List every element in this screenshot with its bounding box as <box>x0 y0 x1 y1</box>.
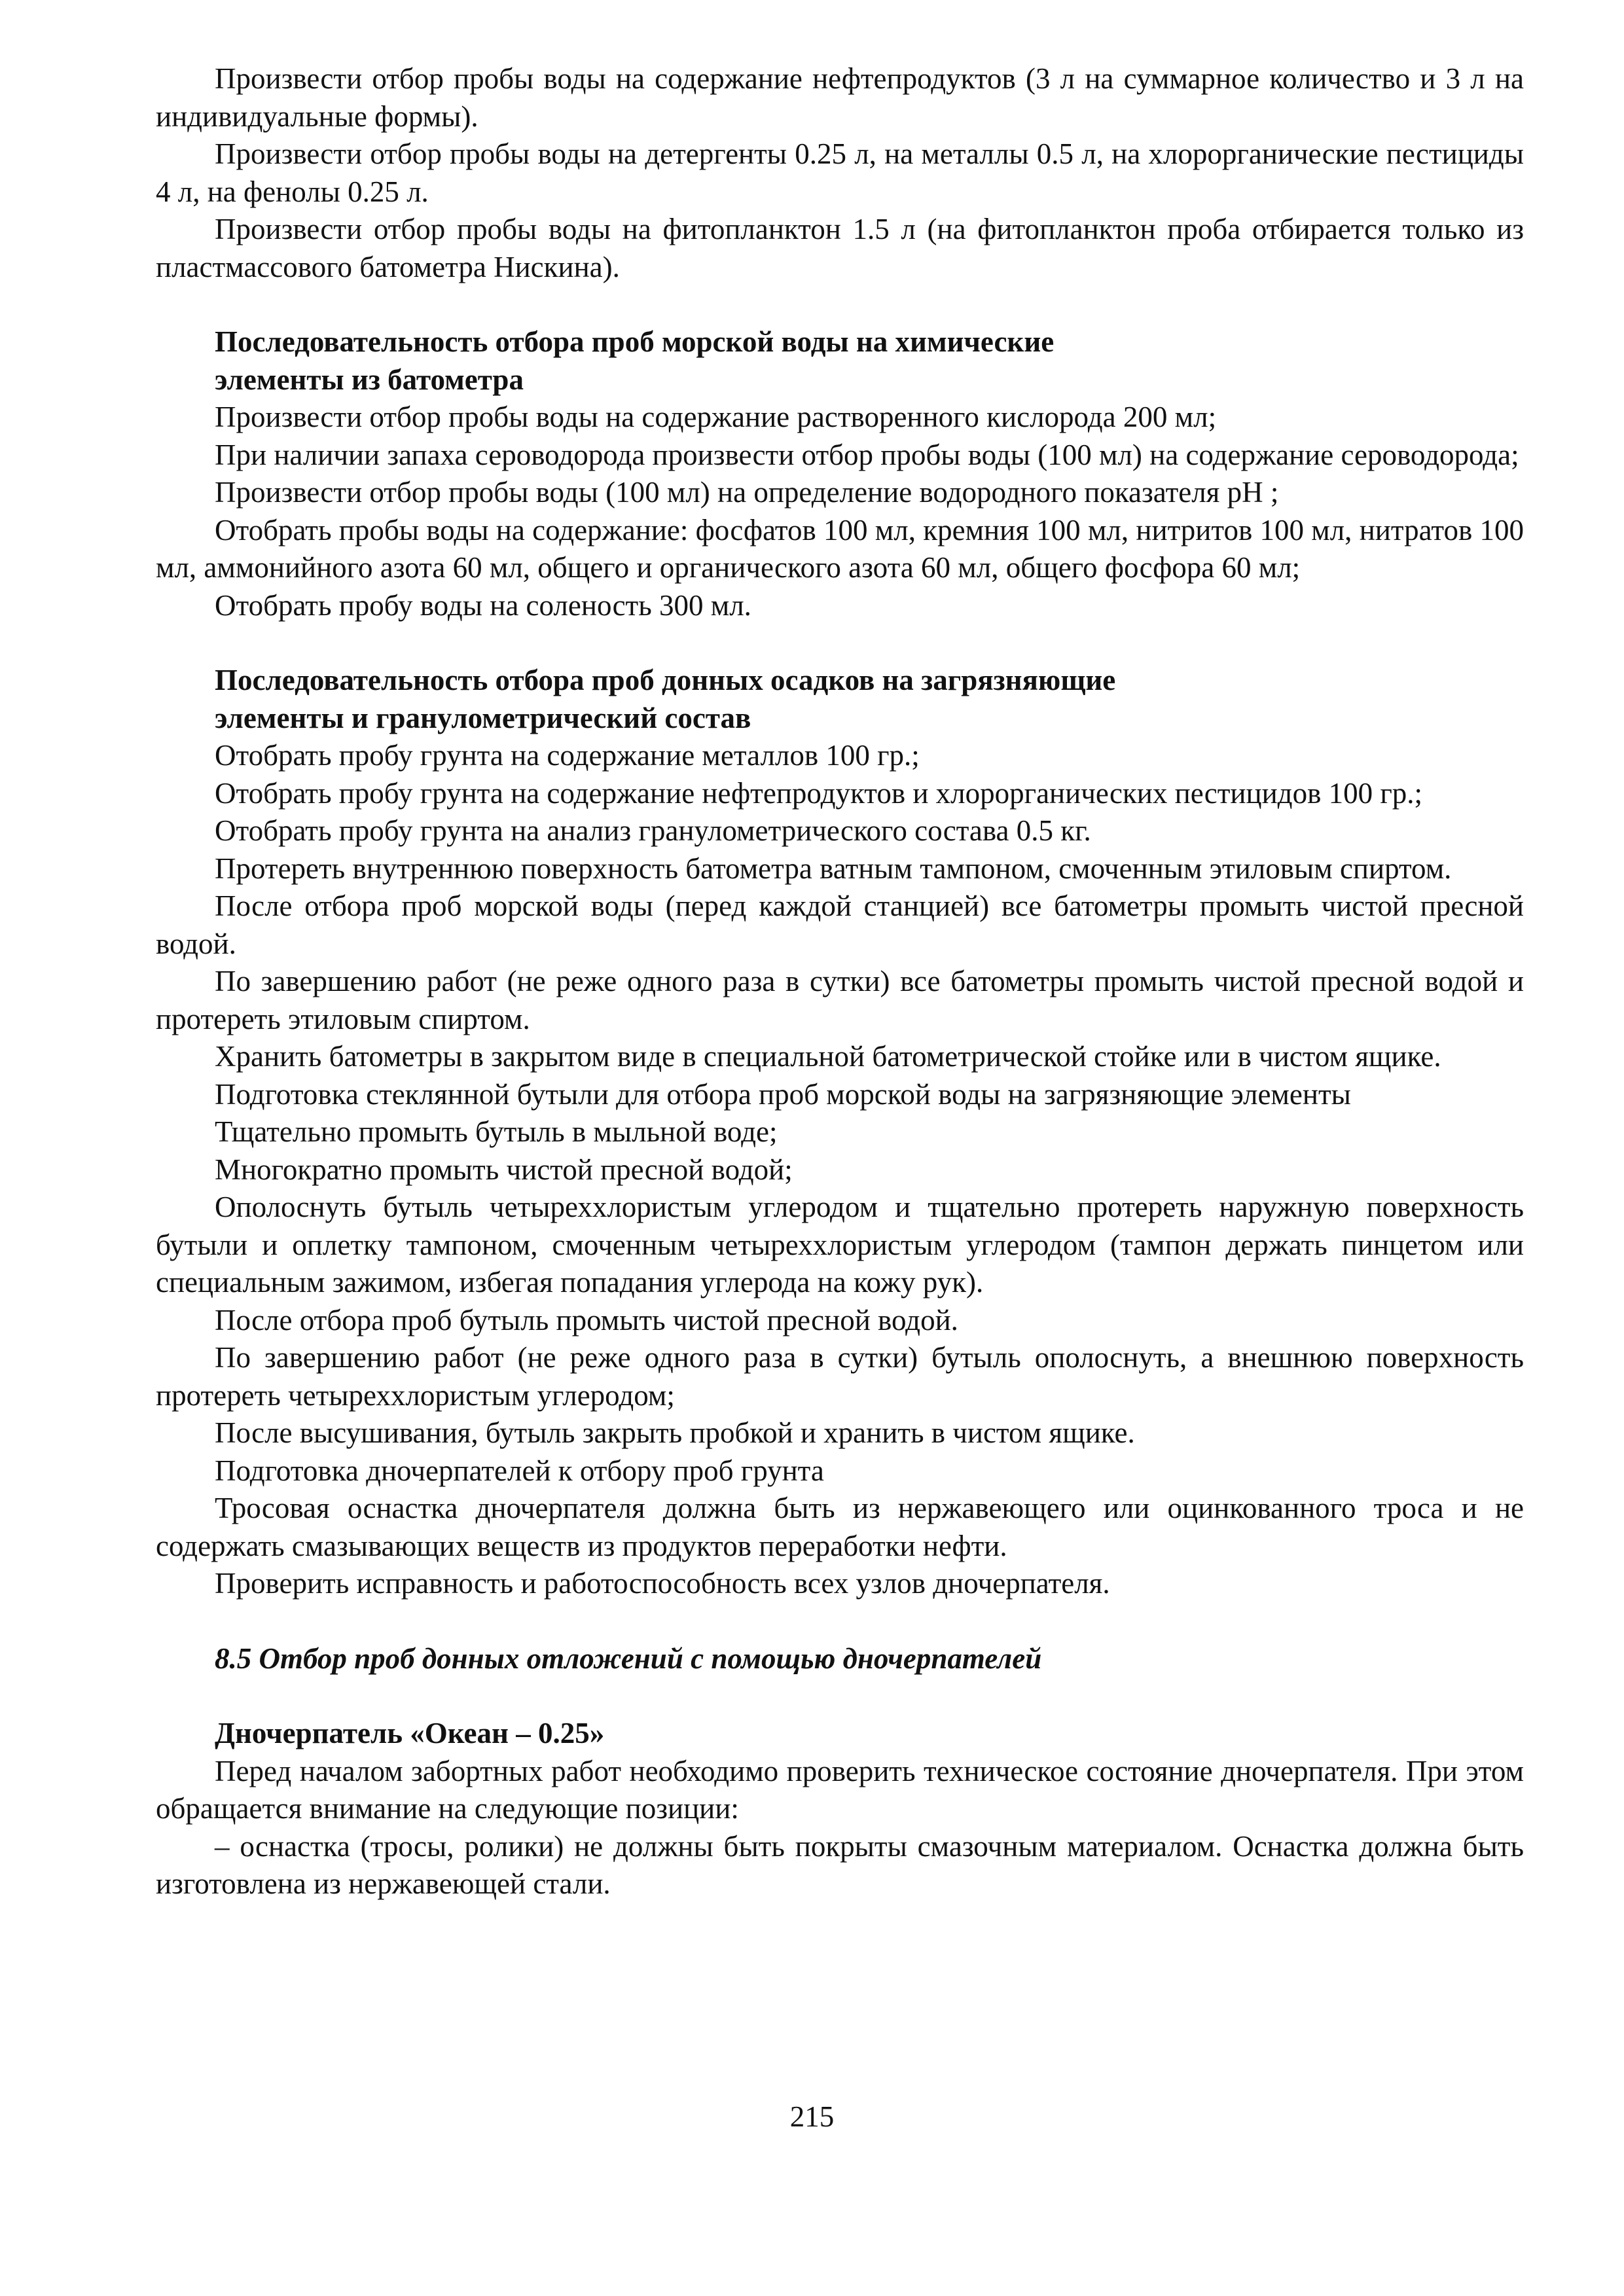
paragraph: Отобрать пробу грунта на содержание нефтепродуктов и хлорорганических пестицидов 100 гр.; <box>215 776 1423 810</box>
paragraph: При наличии запаха сероводорода произвести отбор пробы воды (100 мл) на содержание сероводорода; <box>215 438 1519 471</box>
paragraph: Многократно промыть чистой пресной водой; <box>215 1153 793 1186</box>
paragraph: Произвести отбор пробы воды на содержание растворенного кислорода 200 мл; <box>215 401 1217 433</box>
paragraph: После высушивания, бутыль закрыть пробкой и хранить в чистом ящике. <box>215 1416 1135 1449</box>
subheading-ocean-grab: Дночерпатель «Океан – 0.25» <box>215 1717 605 1749</box>
paragraph: Отобрать пробу грунта на содержание металлов 100 гр.; <box>215 739 920 772</box>
document-page <box>156 60 1524 1903</box>
paragraph: Подготовка стеклянной бутыли для отбора проб морской воды на загрязняющие элементы <box>215 1077 1351 1111</box>
spacer <box>156 1677 1524 1715</box>
section-heading-8-5: 8.5 Отбор проб донных отложений с помощью дночерпателей <box>215 1641 1042 1675</box>
section-heading-water-line1: Последовательность отбора проб морской воды на химические <box>215 325 1055 358</box>
paragraph: По завершению работ (не реже одного раза в сутки) бутыль ополоснуть, а внешнюю поверхность протереть четыреххлористым углеродом; <box>156 1341 1524 1412</box>
paragraph: Произвести отбор пробы воды (100 мл) на определение водородного показателя pH ; <box>215 476 1279 509</box>
paragraph: Проверить исправность и работоспособность всех узлов дночерпателя. <box>215 1567 1110 1600</box>
paragraph: Ополоснуть бутыль четыреххлористым углеродом и тщательно протереть наружную поверхность бутыли и оплетку тампоном, смоченным четыреххлористым углеродом (тампон держать пинцетом или специальным зажимом, избегая попадания углерода на кожу рук). <box>156 1191 1524 1299</box>
section-heading-sediment-line2: элементы и гранулометрический состав <box>215 701 751 734</box>
paragraph: Хранить батометры в закрытом виде в специальной батометрической стойке или в чистом ящике. <box>215 1040 1441 1073</box>
paragraph: После отбора проб морской воды (перед каждой станцией) все батометры промыть чистой пресной водой. <box>156 889 1524 960</box>
paragraph: Протереть внутреннюю поверхность батометра ватным тампоном, смоченным этиловым спиртом. <box>215 852 1452 885</box>
paragraph: После отбора проб бутыль промыть чистой пресной водой. <box>215 1303 958 1336</box>
spacer <box>156 286 1524 323</box>
page-number: 215 <box>789 2100 835 2133</box>
paragraph: – оснастка (тросы, ролики) не должны быть покрыты смазочным материалом. Оснастка должна быть изготовлена из нержавеющей стали. <box>156 1829 1524 1900</box>
paragraph: Отобрать пробы воды на содержание: фосфатов 100 мл, кремния 100 мл, нитритов 100 мл, нитратов 100 мл, аммонийного азота 60 мл, общего и органического азота 60 мл, общего фосфора 60 мл; <box>156 513 1524 584</box>
section-heading-water-line2: элементы из батометра <box>215 363 524 396</box>
paragraph: Произвести отбор пробы воды на детергенты 0.25 л, на металлы 0.5 л, на хлорорганические пестициды 4 л, на фенолы 0.25 л. <box>156 137 1524 208</box>
paragraph: Отобрать пробу грунта на анализ гранулометрического состава 0.5 кг. <box>215 814 1091 847</box>
paragraph: Отобрать пробу воды на соленость 300 мл. <box>215 588 751 622</box>
paragraph: Тросовая оснастка дночерпателя должна быть из нержавеющего или оцинкованного троса и не содержать смазывающих веществ из продуктов переработки нефти. <box>156 1492 1524 1562</box>
paragraph: Произвести отбор пробы воды на содержание нефтепродуктов (3 л на суммарное количество и 3 л на индивидуальные формы). <box>156 62 1524 133</box>
section-heading-sediment-line1: Последовательность отбора проб донных осадков на загрязняющие <box>215 664 1116 696</box>
paragraph: Тщательно промыть бутыль в мыльной воде; <box>215 1115 778 1148</box>
spacer <box>156 624 1524 662</box>
spacer <box>156 1603 1524 1640</box>
paragraph: Перед началом забортных работ необходимо проверить техническое состояние дночерпателя. При этом обращается внимание на следующие позиции: <box>156 1754 1524 1825</box>
paragraph: По завершению работ (не реже одного раза в сутки) все батометры промыть чистой пресной водой и протереть этиловым спиртом. <box>156 965 1524 1035</box>
paragraph: Произвести отбор пробы воды на фитопланктон 1.5 л (на фитопланктон проба отбирается только из пластмассового батометра Нискина). <box>156 213 1524 283</box>
paragraph: Подготовка дночерпателей к отбору проб грунта <box>215 1454 824 1487</box>
